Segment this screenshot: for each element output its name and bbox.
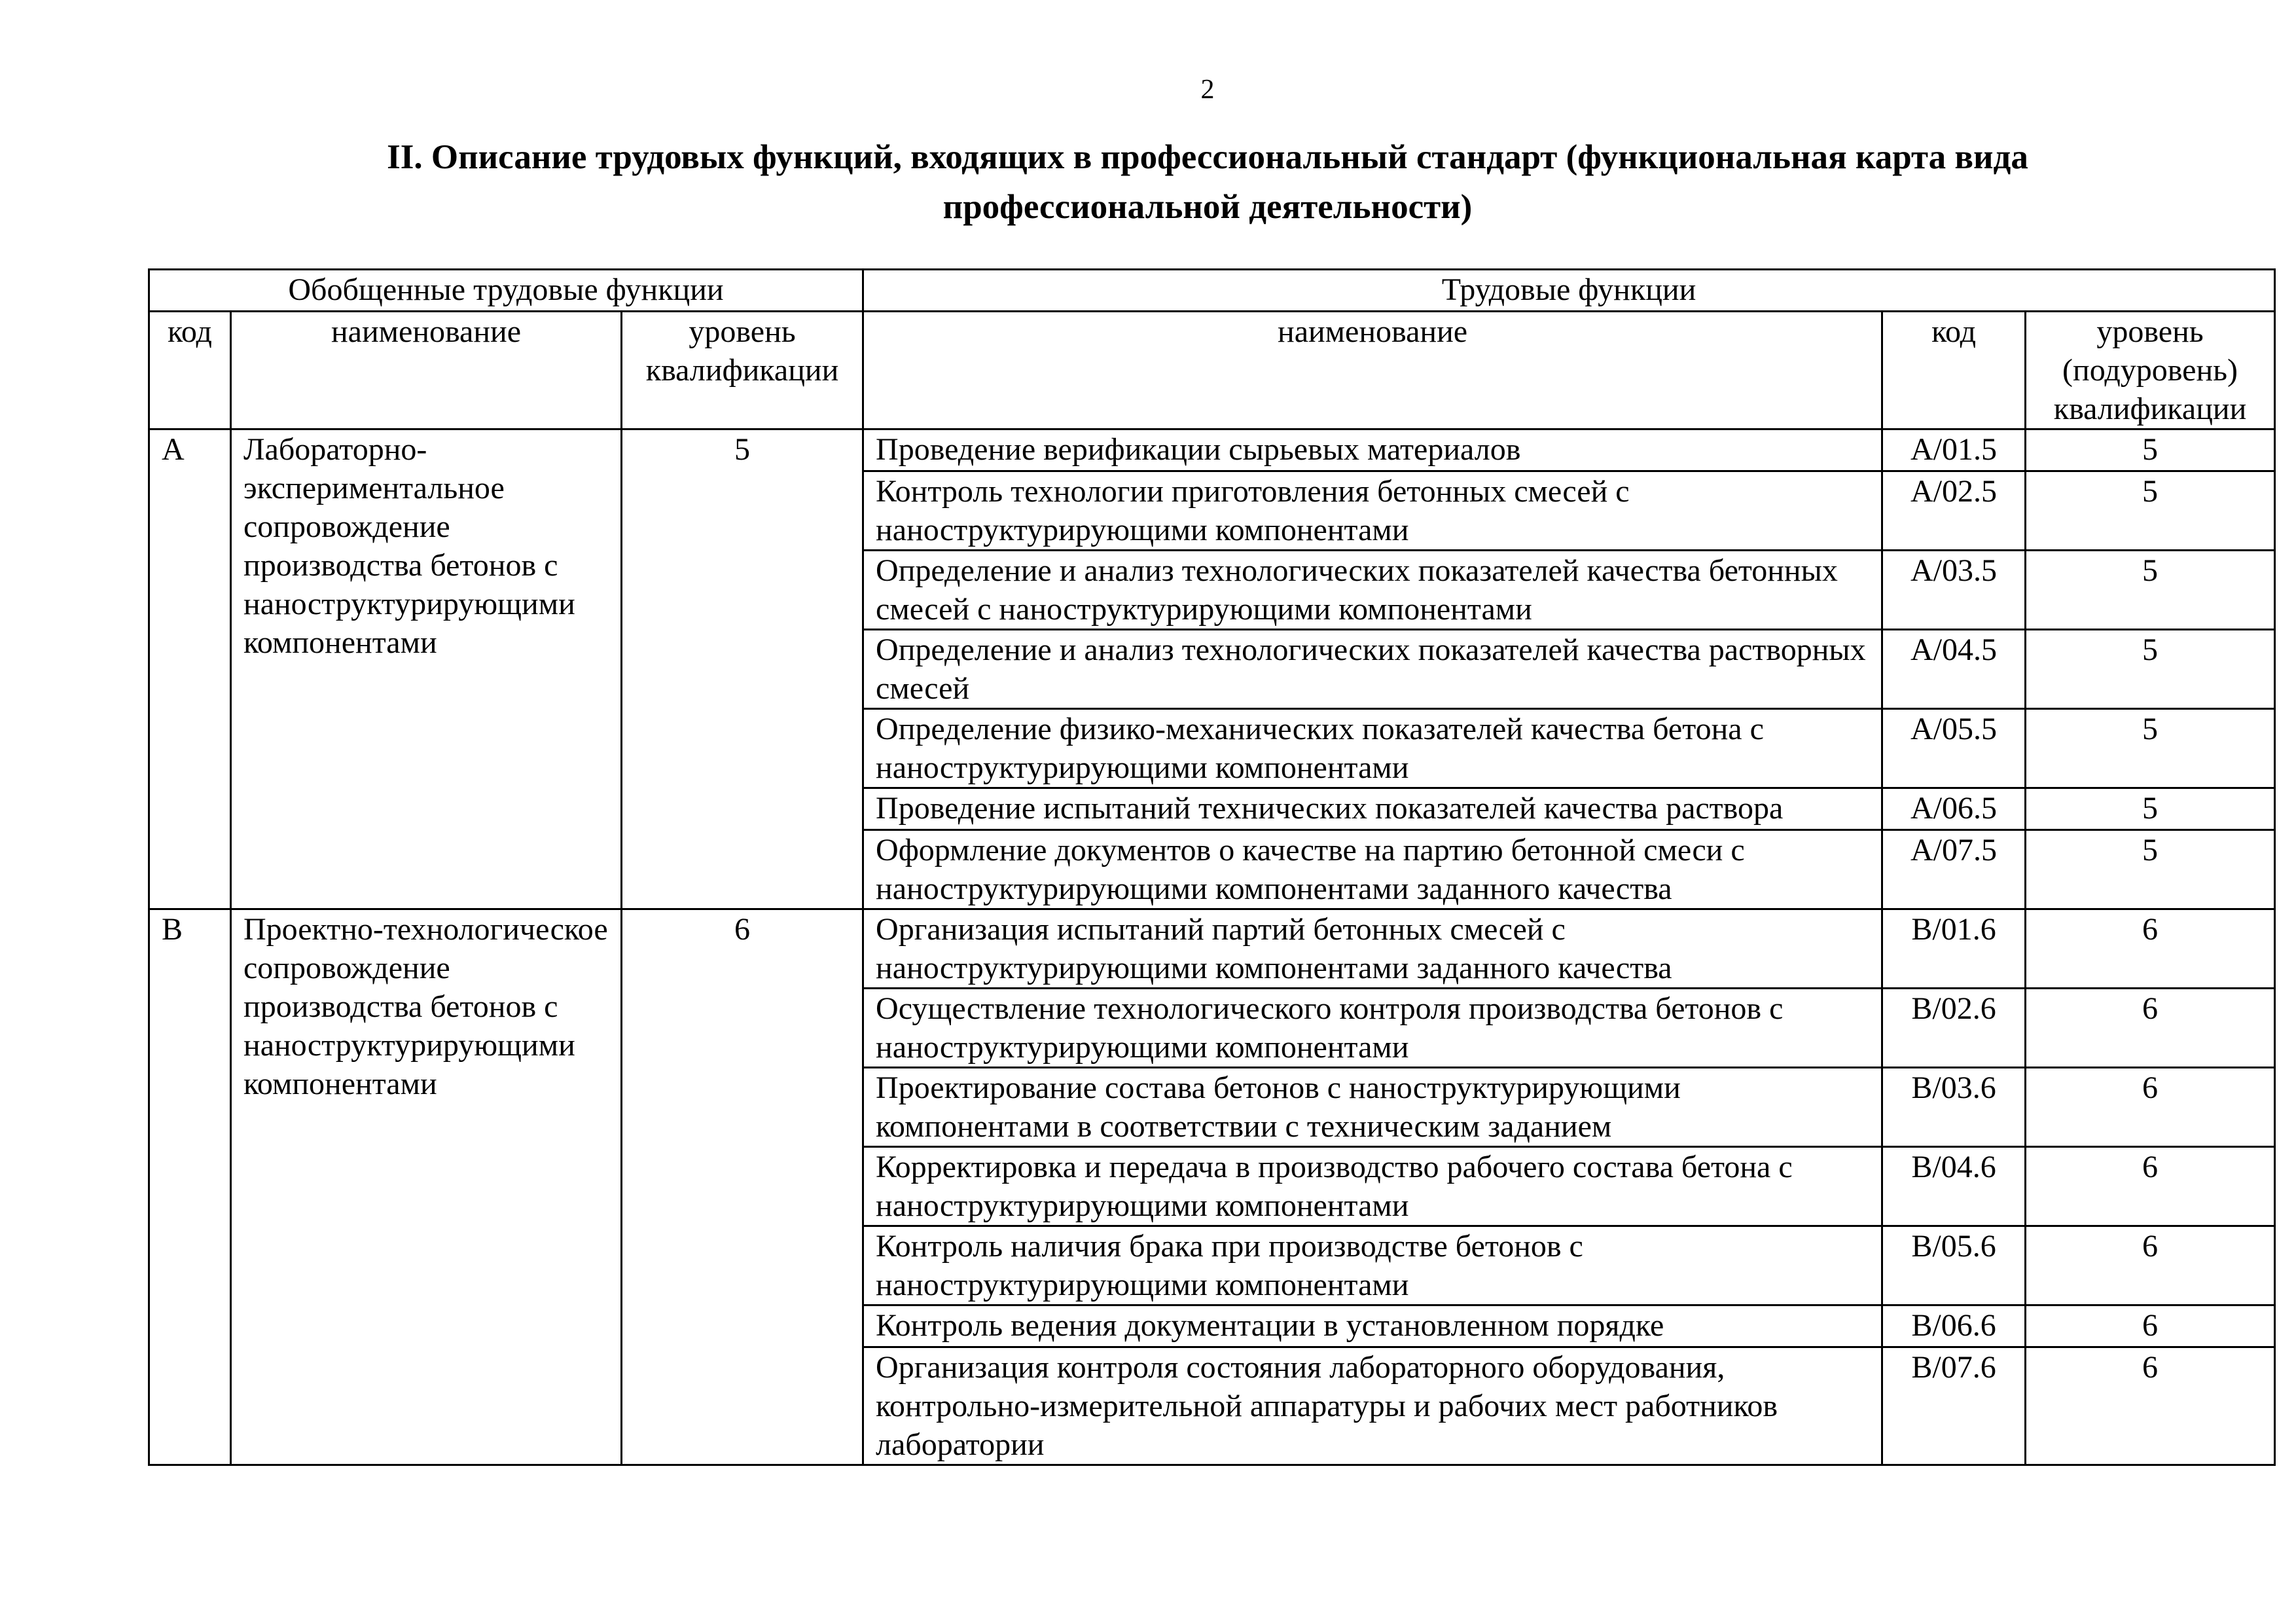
function-level: 6 [2026,989,2275,1068]
function-code: A/06.5 [1882,788,2026,830]
function-name: Проведение верификации сырьевых материалов [863,429,1882,471]
header-qualification-level: уровень квалификации [622,312,863,429]
generalized-function-name: Лабораторно-экспериментальное сопровождение производства бетонов с наноструктурирующими компонентами [231,429,622,909]
function-level: 6 [2026,909,2275,989]
function-name: Определение физико-механических показателей качества бетона с наноструктурирующими компонентами [863,709,1882,788]
function-name: Определение и анализ технологических показателей качества растворных смесей [863,630,1882,709]
table-row [149,909,2275,989]
function-level: 5 [2026,830,2275,909]
function-name: Корректировка и передача в производство рабочего состава бетона с наноструктурирующими компонентами [863,1147,1882,1226]
function-name: Контроль технологии приготовления бетонных смесей с наноструктурирующими компонентами [863,471,1882,551]
function-code: A/01.5 [1882,429,2026,471]
function-name: Осуществление технологического контроля производства бетонов с наноструктурирующими компонентами [863,989,1882,1068]
header-code: код [149,312,231,429]
function-name: Контроль ведения документации в установленном порядке [863,1305,1882,1347]
function-name: Проведение испытаний технических показателей качества раствора [863,788,1882,830]
table-row [149,429,2275,471]
function-name: Организация контроля состояния лабораторного оборудования, контрольно-измерительной аппаратуры и рабочих мест работников лаборатории [863,1347,1882,1465]
generalized-function-code: A [149,429,231,909]
function-level: 5 [2026,630,2275,709]
function-name: Оформление документов о качестве на партию бетонной смеси с наноструктурирующими компонентами заданного качества [863,830,1882,909]
function-code: A/04.5 [1882,630,2026,709]
function-code: A/02.5 [1882,471,2026,551]
page-number: 2 [1200,75,1215,105]
function-name: Организация испытаний партий бетонных смесей с наноструктурирующими компонентами заданного качества [863,909,1882,989]
function-level: 6 [2026,1305,2275,1347]
header-function-name: наименование [863,312,1882,429]
function-level: 5 [2026,551,2275,630]
header-function-level: уровень (подуровень) квалификации [2026,312,2275,429]
generalized-function-level: 5 [622,429,863,909]
function-code: B/07.6 [1882,1347,2026,1465]
section-title: II. Описание трудовых функций, входящих в профессиональный стандарт (функциональная карта вида профессиональной деятельности) [387,138,2028,226]
function-name: Определение и анализ технологических показателей качества бетонных смесей с наноструктурирующими компонентами [863,551,1882,630]
function-code: B/03.6 [1882,1068,2026,1147]
function-level: 6 [2026,1147,2275,1226]
function-level: 5 [2026,709,2275,788]
function-level: 5 [2026,471,2275,551]
functional-map-table [148,268,2276,1466]
function-level: 6 [2026,1226,2275,1305]
function-name: Контроль наличия брака при производстве бетонов с наноструктурирующими компонентами [863,1226,1882,1305]
function-name: Проектирование состава бетонов с наноструктурирующими компонентами в соответствии с техническим заданием [863,1068,1882,1147]
header-name: наименование [231,312,622,429]
function-code: B/04.6 [1882,1147,2026,1226]
function-code: B/05.6 [1882,1226,2026,1305]
function-code: A/03.5 [1882,551,2026,630]
header-group-row [149,270,2275,312]
function-level: 6 [2026,1347,2275,1465]
header-function-code: код [1882,312,2026,429]
function-code: A/05.5 [1882,709,2026,788]
function-level: 5 [2026,788,2275,830]
header-labor-functions: Трудовые функции [863,270,2275,312]
header-generalized-functions: Обобщенные трудовые функции [149,270,863,312]
function-code: A/07.5 [1882,830,2026,909]
generalized-function-level: 6 [622,909,863,1465]
header-columns-row [149,312,2275,429]
function-level: 5 [2026,429,2275,471]
generalized-function-name: Проектно-технологическое сопровождение производства бетонов с наноструктурирующими компонентами [231,909,622,1465]
function-code: B/01.6 [1882,909,2026,989]
generalized-function-code: B [149,909,231,1465]
function-code: B/06.6 [1882,1305,2026,1347]
function-code: B/02.6 [1882,989,2026,1068]
function-level: 6 [2026,1068,2275,1147]
